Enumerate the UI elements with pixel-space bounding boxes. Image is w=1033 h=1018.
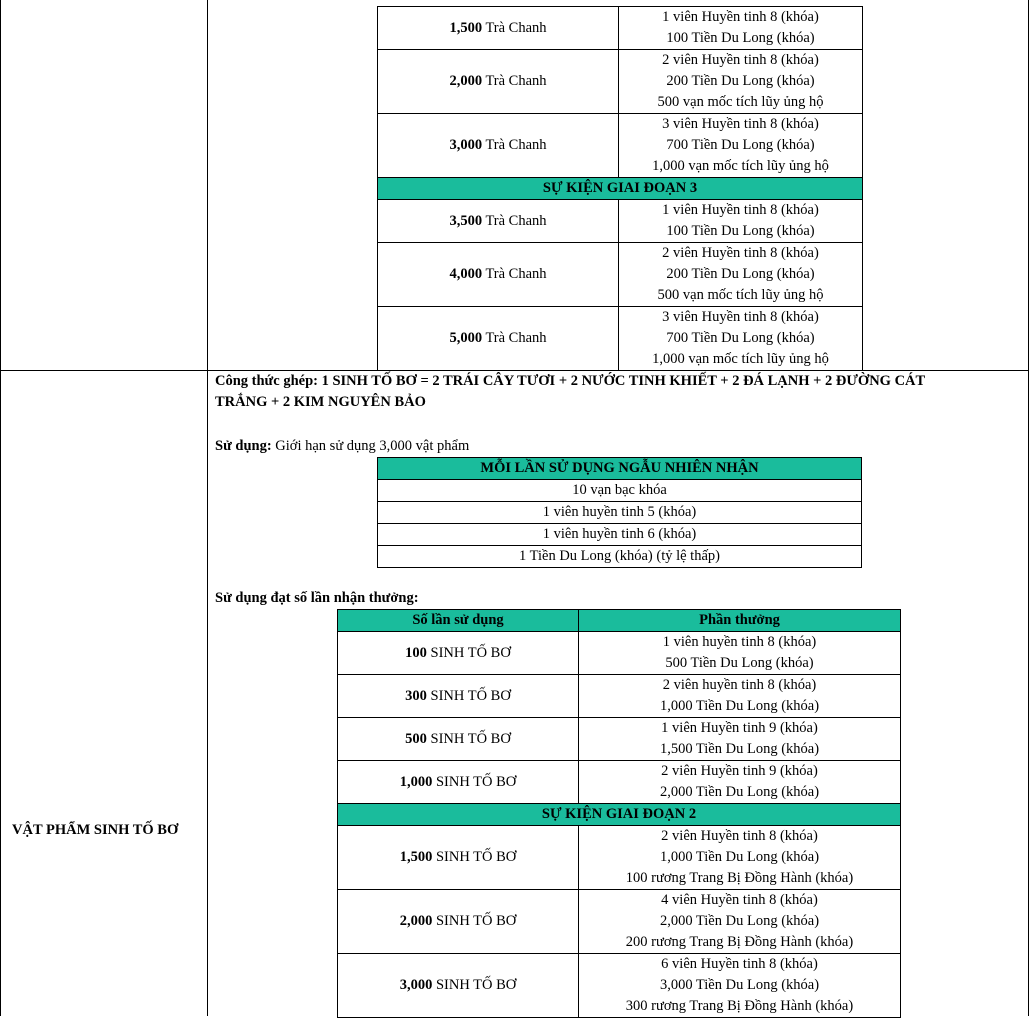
phase-2-header-row xyxy=(338,804,901,826)
table-row xyxy=(338,890,901,954)
reward-cell: 1 viên Huyền tinh 8 (khóa) 100 Tiền Du Long (khóa) xyxy=(619,7,863,50)
table-row xyxy=(378,243,863,307)
table-row xyxy=(378,7,863,50)
col-uses-header: Số lần sử dụng xyxy=(338,610,579,632)
tra-chanh-reward-table xyxy=(377,6,863,371)
table-row xyxy=(378,524,862,546)
milestone-title: Sử dụng đạt số lần nhận thưởng: xyxy=(215,590,419,606)
random-reward-item: 10 vạn bạc khóa xyxy=(378,480,862,502)
uses-cell: 4,000 Trà Chanh xyxy=(378,243,619,307)
random-reward-item: 1 viên huyền tinh 6 (khóa) xyxy=(378,524,862,546)
random-reward-header-row xyxy=(378,458,862,480)
table-row xyxy=(338,826,901,890)
uses-cell: 5,000 Trà Chanh xyxy=(378,307,619,371)
table-row xyxy=(338,675,901,718)
table-row xyxy=(378,114,863,178)
phase-2-label: SỰ KIỆN GIAI ĐOẠN 2 xyxy=(338,804,901,826)
item-section-label: VẬT PHẨM SINH TỐ BƠ xyxy=(12,822,179,838)
reward-cell: 6 viên Huyền tinh 8 (khóa) 3,000 Tiền Du Long (khóa) 300 rương Trang Bị Đồng Hành (khóa) xyxy=(579,954,901,1018)
table-row xyxy=(338,761,901,804)
reward-cell: 2 viên Huyền tinh 8 (khóa) 1,000 Tiền Du Long (khóa) 100 rương Trang Bị Đồng Hành (khóa) xyxy=(579,826,901,890)
uses-cell: 1,000 SINH TỐ BƠ xyxy=(338,761,579,804)
outer-column-divider xyxy=(207,0,208,1016)
uses-cell: 3,000 SINH TỐ BƠ xyxy=(338,954,579,1018)
table-row xyxy=(378,200,863,243)
uses-cell: 100 SINH TỐ BƠ xyxy=(338,632,579,675)
reward-cell: 1 viên Huyền tinh 9 (khóa) 1,500 Tiền Du Long (khóa) xyxy=(579,718,901,761)
random-reward-item: 1 Tiền Du Long (khóa) (tỷ lệ thấp) xyxy=(378,546,862,568)
uses-cell: 2,000 Trà Chanh xyxy=(378,50,619,114)
phase-3-header-row xyxy=(378,178,863,200)
uses-cell: 2,000 SINH TỐ BƠ xyxy=(338,890,579,954)
reward-cell: 2 viên Huyền tinh 9 (khóa) 2,000 Tiền Du Long (khóa) xyxy=(579,761,901,804)
uses-cell: 1,500 SINH TỐ BƠ xyxy=(338,826,579,890)
uses-cell: 3,000 Trà Chanh xyxy=(378,114,619,178)
table-row xyxy=(338,954,901,1018)
table-row xyxy=(338,718,901,761)
reward-cell: 2 viên huyền tinh 8 (khóa) 1,000 Tiền Du Long (khóa) xyxy=(579,675,901,718)
table-row xyxy=(378,50,863,114)
uses-cell: 3,500 Trà Chanh xyxy=(378,200,619,243)
reward-cell: 1 viên huyền tinh 8 (khóa) 500 Tiền Du Long (khóa) xyxy=(579,632,901,675)
outer-border-right xyxy=(1028,0,1029,1016)
table-row xyxy=(378,480,862,502)
uses-cell: 500 SINH TỐ BƠ xyxy=(338,718,579,761)
random-reward-item: 1 viên huyền tinh 5 (khóa) xyxy=(378,502,862,524)
random-reward-table xyxy=(377,457,862,568)
uses-cell: 300 SINH TỐ BƠ xyxy=(338,675,579,718)
usage-text: Sử dụng: Giới hạn sử dụng 3,000 vật phẩm xyxy=(215,438,470,454)
reward-cell: 2 viên Huyền tinh 8 (khóa) 200 Tiền Du Long (khóa) 500 vạn mốc tích lũy ủng hộ xyxy=(619,50,863,114)
reward-cell: 3 viên Huyền tinh 8 (khóa) 700 Tiền Du Long (khóa) 1,000 vạn mốc tích lũy ủng hộ xyxy=(619,307,863,371)
table-row xyxy=(378,502,862,524)
outer-border-left xyxy=(0,0,1,1016)
phase-3-label: SỰ KIỆN GIAI ĐOẠN 3 xyxy=(378,178,863,200)
uses-cell: 1,500 Trà Chanh xyxy=(378,7,619,50)
table-row xyxy=(378,546,862,568)
recipe-text: Công thức ghép: 1 SINH TỐ BƠ = 2 TRÁI CÂY TƯƠI + 2 NƯỚC TINH KHIẾT + 2 ĐÁ LẠNH + 2 ĐƯỜNG CÁT TRẮNG + 2 KIM NGUYÊN BẢO xyxy=(215,373,926,410)
reward-cell: 2 viên Huyền tinh 8 (khóa) 200 Tiền Du Long (khóa) 500 vạn mốc tích lũy ủng hộ xyxy=(619,243,863,307)
reward-cell: 1 viên Huyền tinh 8 (khóa) 100 Tiền Du Long (khóa) xyxy=(619,200,863,243)
col-reward-header: Phần thưởng xyxy=(579,610,901,632)
milestone-reward-table xyxy=(337,609,901,1018)
table-row xyxy=(338,632,901,675)
table-row xyxy=(378,307,863,371)
reward-cell: 4 viên Huyền tinh 8 (khóa) 2,000 Tiền Du Long (khóa) 200 rương Trang Bị Đồng Hành (khóa) xyxy=(579,890,901,954)
random-reward-header: MỖI LẦN SỬ DỤNG NGẪU NHIÊN NHẬN xyxy=(378,458,862,480)
milestone-header-row xyxy=(338,610,901,632)
reward-cell: 3 viên Huyền tinh 8 (khóa) 700 Tiền Du Long (khóa) 1,000 vạn mốc tích lũy ủng hộ xyxy=(619,114,863,178)
